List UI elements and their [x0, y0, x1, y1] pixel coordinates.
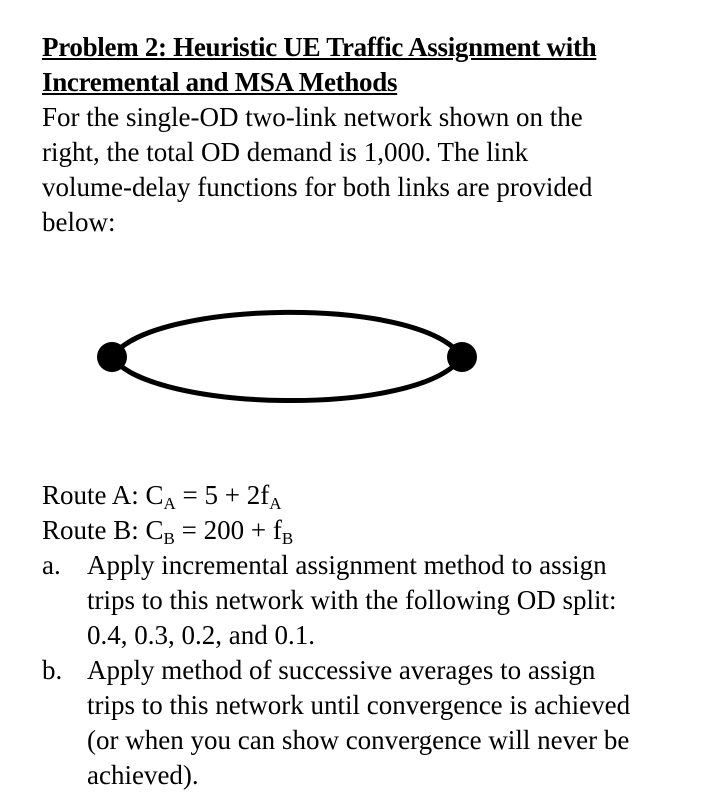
title-line: Incremental and MSA Methods — [42, 67, 398, 97]
intro-line: For the single-OD two-link network shown on the — [42, 102, 583, 132]
subscript: B — [163, 529, 175, 548]
subscript: A — [163, 494, 176, 513]
intro-line: volume-delay functions for both links are provided — [42, 172, 593, 202]
route-a-function — [42, 478, 702, 513]
route-text: Route A: C — [42, 480, 164, 510]
question-line: 0.4, 0.3, 0.2, and 0.1. — [87, 620, 315, 650]
origin-node — [97, 342, 127, 372]
route-b-function — [42, 513, 702, 548]
destination-node — [447, 342, 477, 372]
intro-line: below: — [42, 207, 116, 237]
link-a — [112, 312, 462, 357]
title-line: Problem 2: Heuristic UE Traffic Assignment with — [42, 32, 597, 62]
route-text: = 5 + 2f — [175, 480, 270, 510]
route-text: Route B: C — [42, 515, 164, 545]
question-line: Apply method of successive averages to assign — [87, 655, 596, 685]
question-label: a. — [42, 550, 61, 580]
question-line: trips to this network until convergence is achieved — [87, 690, 631, 720]
question-a — [42, 548, 702, 653]
question-line: (or when you can show convergence will never be — [87, 725, 630, 755]
question-line: trips to this network with the following OD split: — [87, 585, 617, 615]
subscript: B — [281, 529, 294, 548]
question-line: Apply incremental assignment method to assign — [87, 550, 607, 580]
question-b — [42, 653, 702, 793]
question-label: b. — [42, 655, 63, 685]
subscript: A — [269, 494, 282, 513]
intro-line: right, the total OD demand is 1,000. The link — [42, 137, 529, 167]
question-line: achieved). — [87, 760, 199, 790]
link-b — [112, 357, 462, 401]
route-text: = 200 + f — [174, 515, 282, 545]
route-functions — [42, 478, 702, 793]
